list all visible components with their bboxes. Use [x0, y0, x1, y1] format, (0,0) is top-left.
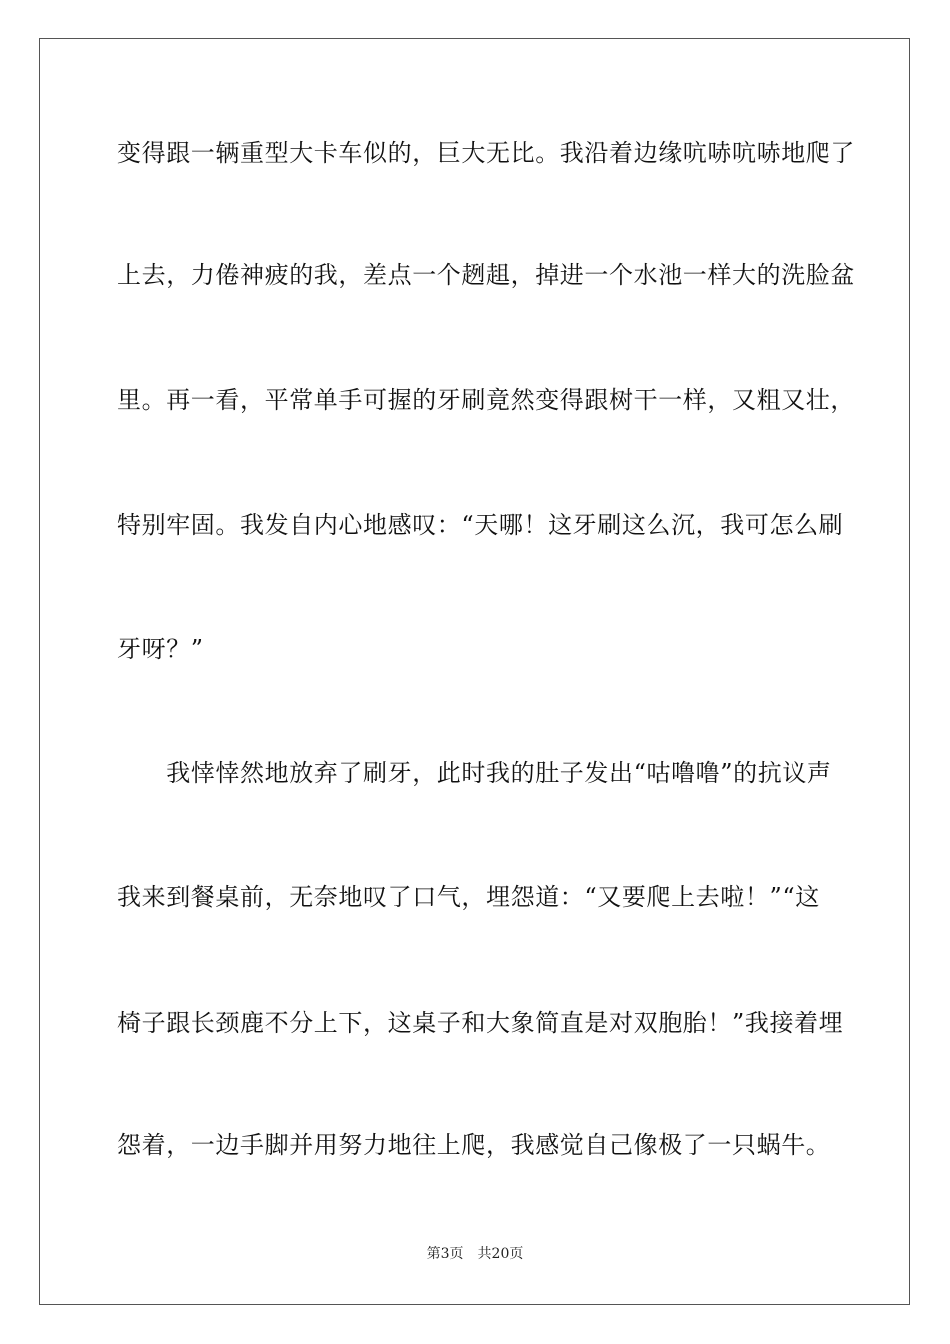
- text-line: 变得跟一辆重型大卡车似的，巨大无比。我沿着边缘吭哧吭哧地爬了: [117, 139, 855, 167]
- text-line: 牙呀？”: [117, 635, 204, 663]
- page-footer: 第3页 共20页: [426, 1246, 524, 1262]
- text-line: 椅子跟长颈鹿不分上下，这桌子和大象简直是对双胞胎！”我接着埋: [117, 1009, 844, 1037]
- text-line: 我悻悻然地放弃了刷牙，此时我的肚子发出“咕噜噜”的抗议声: [117, 759, 832, 787]
- text-line: 里。再一看，平常单手可握的牙刷竟然变得跟树干一样，又粗又壮，: [117, 386, 855, 414]
- text-line: 上去，力倦神疲的我，差点一个趔趄，掉进一个水池一样大的洗脸盆: [117, 261, 855, 289]
- page-border: [39, 38, 910, 1305]
- text-line: 怨着，一边手脚并用努力地往上爬，我感觉自己像极了一只蜗牛。: [117, 1131, 831, 1159]
- text-line: 特别牢固。我发自内心地感叹：“天哪！这牙刷这么沉，我可怎么刷: [117, 511, 844, 539]
- text-line: 我来到餐桌前，无奈地叹了口气，埋怨道：“又要爬上去啦！”“这: [117, 883, 820, 911]
